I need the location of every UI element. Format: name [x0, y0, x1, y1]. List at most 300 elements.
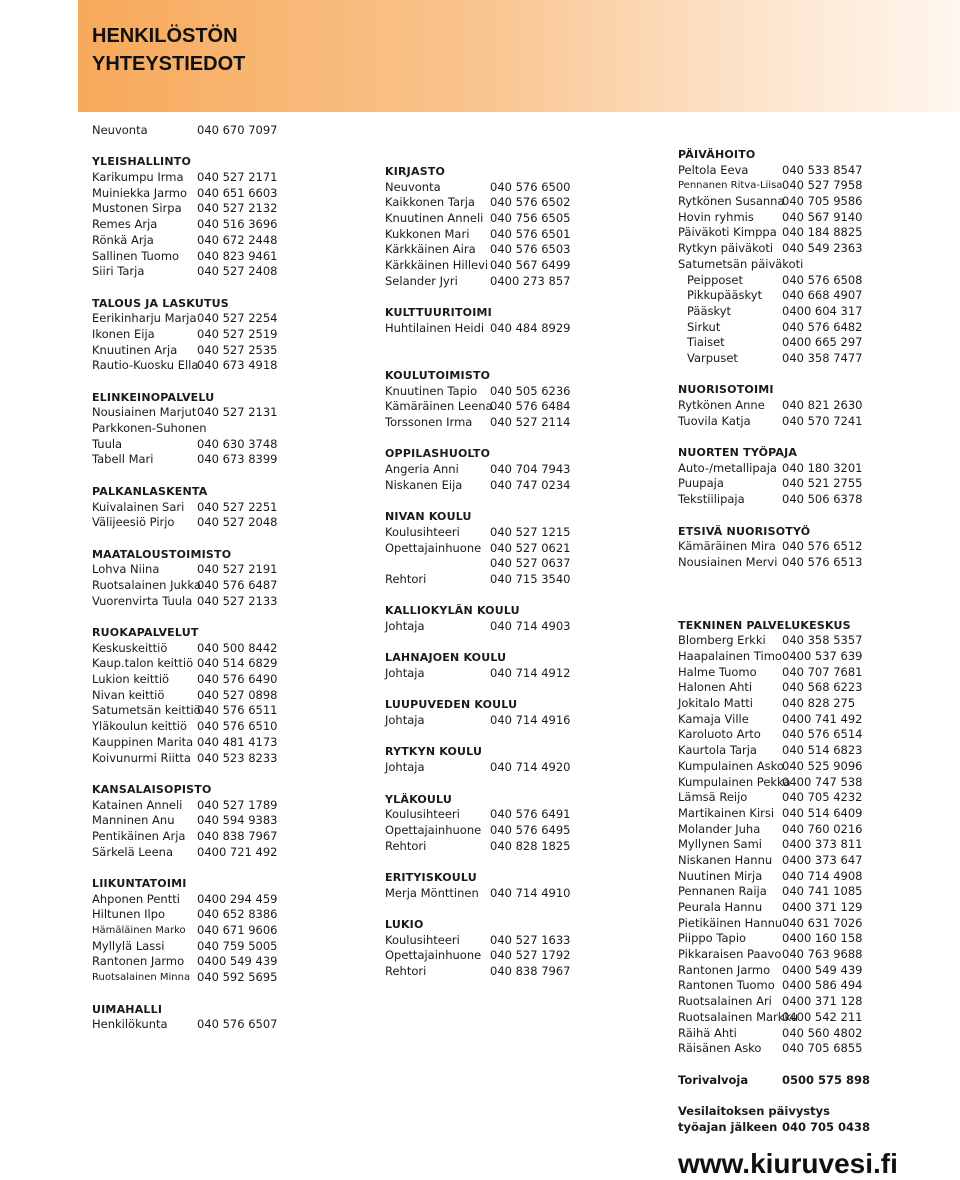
- contact-name: Peurala Hannu: [678, 900, 763, 914]
- contact-phone: 040 821 2630: [782, 398, 863, 412]
- contact-phone: 040 707 7681: [782, 664, 863, 679]
- contact-phone: 0400 160 158: [782, 931, 863, 946]
- title-line-2: YHTEYSTIEDOT: [92, 53, 246, 75]
- contact-row: [678, 775, 908, 791]
- section-heading: NUORTEN TYÖPAJA: [678, 446, 798, 460]
- directory-column-right: [678, 147, 908, 1135]
- contact-name: Huhtilainen Heidi: [385, 320, 485, 335]
- contact-name: Karikumpu Irma: [92, 170, 184, 185]
- contact-phone: 040 527 0898: [197, 687, 278, 702]
- contact-name: Satumetsän keittiö: [92, 703, 201, 718]
- contact-phone: 0400 665 297: [782, 335, 863, 350]
- contact-row: [385, 760, 625, 776]
- contact-name: Särkelä Leena: [92, 844, 173, 859]
- contact-name: Knuutinen Arja: [92, 342, 178, 357]
- contact-name: Vuorenvirta Tuula: [92, 593, 193, 608]
- contact-phone: 040 705 4232: [782, 790, 863, 805]
- contact-phone: 040 576 6495: [490, 822, 571, 837]
- contact-name: Kärkkäinen Hillevi: [385, 258, 489, 273]
- contact-row: [385, 478, 625, 494]
- contact-name: Nousiainen Mervi: [678, 554, 778, 569]
- contact-phone: 040 592 5695: [197, 970, 278, 985]
- contact-row: [678, 822, 908, 838]
- contact-name: Torivalvoja: [678, 1072, 749, 1087]
- contact-phone: 040 594 9383: [197, 813, 278, 828]
- contact-phone: 040 514 6823: [782, 743, 863, 758]
- contact-row: [678, 806, 908, 822]
- contact-name: Satumetsän päiväkoti: [678, 256, 804, 271]
- title-line-1: HENKILÖSTÖN: [92, 25, 238, 47]
- contact-row: [385, 713, 625, 729]
- contact-name: Myllynen Sami: [678, 837, 762, 852]
- contact-name: Remes Arja: [92, 217, 158, 232]
- contact-row: [92, 233, 342, 249]
- section-heading: ETSIVÄ NUORISOTYÖ: [678, 524, 811, 538]
- contact-row: [385, 211, 625, 227]
- contact-name: Knuutinen Anneli: [385, 211, 484, 226]
- section-gap: [385, 290, 625, 306]
- contact-phone: 040 760 0216: [782, 821, 863, 836]
- contact-name: Kumpulainen Asko: [678, 758, 784, 773]
- contact-phone: 040 741 1085: [782, 884, 863, 899]
- contact-phone: 040 527 2254: [197, 311, 278, 326]
- contact-name: Muiniekka Jarmo: [92, 185, 187, 200]
- contact-row: [92, 358, 342, 374]
- contact-row: [385, 274, 625, 290]
- contact-phone: 040 567 9140: [782, 209, 863, 224]
- section-gap: [385, 352, 625, 368]
- contact-phone: 040 576 6500: [490, 179, 571, 194]
- contact-name: Henkilökunta: [92, 1017, 168, 1032]
- contact-phone: 0400 371 129: [782, 900, 863, 914]
- contact-name: Johtaja: [385, 713, 425, 728]
- contact-name: Tuula: [92, 436, 123, 451]
- section-gap: [385, 854, 625, 870]
- contact-phone: 0400 294 459: [197, 891, 278, 906]
- contact-phone: 0400 273 857: [490, 273, 571, 288]
- contact-row: [92, 907, 342, 923]
- contact-phone: 040 527 2408: [197, 264, 278, 279]
- contact-name: Siiri Tarja: [92, 264, 145, 279]
- contact-phone: 040 714 4903: [490, 618, 571, 633]
- contact-phone: 040 668 4907: [782, 288, 863, 303]
- contact-row: [385, 321, 625, 337]
- section-heading: YLÄKOULU: [385, 792, 452, 806]
- section-gap: [92, 766, 342, 782]
- contact-row: [385, 666, 625, 682]
- contact-name: Koulusihteeri: [385, 524, 460, 539]
- section-gap: [385, 635, 625, 651]
- contact-phone: 040 484 8929: [490, 320, 571, 335]
- contact-phone: 040 576 6514: [782, 727, 863, 742]
- section-gap: [385, 776, 625, 792]
- contact-row: [678, 225, 908, 241]
- contact-name: Rantonen Jarmo: [678, 962, 771, 977]
- contact-name: Lämsä Reijo: [678, 790, 748, 805]
- contact-name: Johtaja: [385, 618, 425, 633]
- contact-row: [678, 194, 908, 210]
- contact-row: [92, 217, 342, 233]
- section-gap: [92, 280, 342, 296]
- contact-name: Katainen Anneli: [92, 797, 183, 812]
- contact-row: [92, 515, 342, 531]
- contact-phone: 040 747 0234: [490, 477, 571, 492]
- page-title: [92, 22, 245, 78]
- contact-name: Ruotsalainen Minna: [92, 972, 191, 984]
- contact-name: Kauppinen Marita: [92, 734, 194, 749]
- section-gap: [385, 337, 625, 353]
- section-gap: [678, 508, 908, 524]
- contact-name: Pennanen Raija: [678, 884, 767, 899]
- contact-name: Rehtori: [385, 571, 427, 586]
- contact-row: [92, 343, 342, 359]
- contact-phone: 040 527 0621: [490, 540, 571, 555]
- contact-row: [678, 994, 908, 1010]
- contact-name: Manninen Anu: [92, 813, 175, 828]
- contact-row: [92, 578, 342, 594]
- contact-row: [92, 264, 342, 280]
- contact-name: Halonen Ahti: [678, 680, 753, 695]
- contact-name: Parkkonen-Suhonen: [92, 421, 207, 436]
- contact-name: Tiaiset: [687, 335, 725, 350]
- contact-name: Kaurtola Tarja: [678, 743, 757, 758]
- contact-phone: 0400 371 128: [782, 994, 863, 1009]
- contact-row: [92, 656, 342, 672]
- contact-phone: 040 358 7477: [782, 350, 863, 365]
- contact-phone: 040 714 4908: [782, 868, 863, 883]
- contact-row: [678, 712, 908, 728]
- contact-phone: 040 527 2251: [197, 499, 278, 514]
- contact-phone: 0400 373 811: [782, 837, 863, 852]
- contact-phone: 040 576 6507: [197, 1017, 278, 1032]
- section-heading: RUOKAPALVELUT: [92, 626, 199, 639]
- contact-name: Martikainen Kirsi: [678, 805, 775, 820]
- section-gap: [92, 609, 342, 625]
- contact-row: [385, 384, 625, 400]
- contact-phone: 0400 542 211: [782, 1009, 863, 1024]
- contact-name: Ahponen Pentti: [92, 891, 180, 906]
- section-gap: [385, 588, 625, 604]
- contact-name: Pikkupääskyt: [687, 288, 763, 303]
- contact-name: Nivan keittiö: [92, 687, 165, 702]
- contact-row: [678, 947, 908, 963]
- section-gap: [385, 493, 625, 509]
- contact-name: Sallinen Tuomo: [92, 248, 180, 263]
- contact-row: [678, 633, 908, 649]
- contact-phone: 040 823 9461: [197, 248, 278, 263]
- contact-phone: 040 527 7958: [782, 178, 863, 193]
- contact-row: [678, 759, 908, 775]
- contact-phone: 040 828 1825: [490, 838, 571, 853]
- contact-name: Koulusihteeri: [385, 807, 460, 822]
- contact-name: Päiväkoti Kimppa: [678, 225, 777, 240]
- section-heading: UIMAHALLI: [92, 1002, 163, 1016]
- section-gap: [678, 1057, 908, 1073]
- contact-name: Nuutinen Mirja: [678, 868, 763, 883]
- directory-column-left: [92, 123, 342, 1033]
- contact-phone: 040 527 2048: [197, 515, 278, 530]
- contact-name: Peltola Eeva: [678, 162, 749, 177]
- contact-name: Kämäräinen Leena: [385, 399, 493, 414]
- contact-phone: 040 714 4920: [490, 760, 571, 775]
- contact-phone: 040 714 4912: [490, 666, 571, 680]
- contact-phone: 040 527 1633: [490, 932, 571, 947]
- contact-row: [385, 541, 625, 557]
- section-gap: [92, 139, 342, 155]
- contact-row: [92, 641, 342, 657]
- contact-row: [92, 311, 342, 327]
- contact-name: Neuvonta: [92, 123, 148, 137]
- contact-row: [678, 931, 908, 947]
- section-gap: [92, 468, 342, 484]
- contact-phone: 040 763 9688: [782, 947, 863, 962]
- contact-row: [678, 320, 908, 336]
- contact-phone: 040 576 6512: [782, 539, 863, 554]
- contact-row: [678, 178, 908, 194]
- contact-phone: 0400 537 639: [782, 649, 863, 663]
- contact-row: [385, 195, 625, 211]
- contact-row: [678, 727, 908, 743]
- contact-phone: 040 525 9096: [782, 758, 863, 773]
- contact-name: Selander Jyri: [385, 273, 458, 288]
- contact-name: Rautio-Kuosku Ella: [92, 358, 199, 373]
- contact-name: Nousiainen Marjut: [92, 405, 197, 420]
- contact-name: Piippo Tapio: [678, 931, 747, 946]
- contact-row: [92, 703, 342, 719]
- contact-name: Karoluoto Arto: [678, 727, 761, 742]
- contact-row: [678, 649, 908, 665]
- section-heading: RYTKYN KOULU: [385, 745, 483, 759]
- contact-phone: 040 527 0637: [490, 556, 571, 571]
- contact-row: [678, 398, 908, 414]
- contact-row: [678, 163, 908, 179]
- contact-name: Välijeesiö Pirjo: [92, 515, 175, 530]
- contact-phone: 040 630 3748: [197, 436, 278, 451]
- contact-name: Kaup.talon keittiö: [92, 656, 194, 671]
- contact-name: Pennanen Ritva-Liisa: [678, 180, 783, 192]
- contact-row: [92, 688, 342, 704]
- contact-row: [678, 665, 908, 681]
- contact-name: Rytkyn päiväkoti: [678, 241, 774, 256]
- section-gap: [92, 986, 342, 1002]
- contact-row: [92, 201, 342, 217]
- contact-phone: 040 568 6223: [782, 680, 863, 695]
- contact-row: [678, 869, 908, 885]
- contact-phone: 040 576 6510: [197, 719, 278, 734]
- contact-phone: 040 576 6501: [490, 226, 571, 241]
- section-heading: LUKIO: [385, 918, 424, 931]
- contact-row: [92, 562, 342, 578]
- contact-name: Ruotsalainen Ari: [678, 994, 772, 1009]
- contact-phone: 040 670 7097: [197, 123, 278, 137]
- contact-name: Rytkönen Anne: [678, 398, 765, 412]
- contact-row: [92, 594, 342, 610]
- contact-name: Lohva Niina: [92, 562, 160, 577]
- contact-name: Varpuset: [687, 350, 738, 365]
- contact-phone: 040 576 6482: [782, 319, 863, 334]
- contact-phone: 040 714 4916: [490, 713, 571, 728]
- contact-name: Rehtori: [385, 838, 427, 853]
- contact-phone: 040 756 6505: [490, 211, 571, 226]
- contact-row: [385, 823, 625, 839]
- section-gap: [678, 429, 908, 445]
- contact-row: [678, 978, 908, 994]
- contact-name: Opettajainhuone: [385, 540, 482, 555]
- section-gap: [678, 367, 908, 383]
- contact-name: Pikkaraisen Paavo: [678, 947, 782, 962]
- contact-name: Hämäläinen Marko: [92, 925, 186, 937]
- contact-row: [92, 798, 342, 814]
- contact-phone: 040 527 1792: [490, 948, 571, 963]
- contact-phone: 040 651 6603: [197, 185, 278, 200]
- contact-row: [678, 1073, 908, 1089]
- contact-row: [678, 555, 908, 571]
- contact-row: [385, 933, 625, 949]
- contact-row: [678, 853, 908, 869]
- contact-phone: 040 652 8386: [197, 907, 278, 922]
- contact-phone: 0500 575 898: [782, 1072, 871, 1087]
- contact-row: [385, 415, 625, 431]
- contact-name: Peipposet: [687, 272, 744, 287]
- contact-row: [678, 696, 908, 712]
- contact-name: Koulusihteeri: [385, 932, 460, 947]
- contact-row: [678, 492, 908, 508]
- contact-name: Räihä Ahti: [678, 1025, 737, 1040]
- contact-phone: 0400 549 439: [197, 954, 278, 969]
- contact-phone: 040 527 2535: [197, 342, 278, 357]
- contact-row: [385, 572, 625, 588]
- contact-row: [678, 680, 908, 696]
- contact-row: [385, 242, 625, 258]
- contact-row: [92, 813, 342, 829]
- contact-row: [385, 619, 625, 635]
- section-heading: PALKANLASKENTA: [92, 484, 208, 498]
- contact-phone: 040 527 1789: [197, 797, 278, 812]
- contact-row: [385, 399, 625, 415]
- contact-phone: 040 671 9606: [197, 923, 278, 938]
- contact-name: Blomberg Erkki: [678, 633, 766, 648]
- contact-phone: 040 505 6236: [490, 383, 571, 398]
- contact-name: Kamaja Ville: [678, 711, 749, 726]
- contact-name: Vesilaitoksen päivystys: [678, 1103, 830, 1118]
- section-gap: [92, 531, 342, 547]
- contact-name: Sirkut: [687, 319, 721, 334]
- contact-phone: 040 705 9586: [782, 194, 863, 209]
- contact-name: Niskanen Eija: [385, 477, 463, 492]
- contact-phone: 0400 373 647: [782, 852, 863, 867]
- contact-row: [92, 170, 342, 186]
- contact-row: [678, 304, 908, 320]
- contact-phone: 040 527 1215: [490, 524, 571, 539]
- contact-phone: 040 527 2191: [197, 562, 278, 577]
- contact-row: [92, 186, 342, 202]
- contact-row: [678, 351, 908, 367]
- contact-phone: 040 673 8399: [197, 452, 278, 467]
- contact-row: [678, 1026, 908, 1042]
- contact-phone: 040 672 2448: [197, 232, 278, 247]
- contact-row: [678, 1041, 908, 1057]
- contact-row: [92, 845, 342, 861]
- contact-phone: 040 576 6502: [490, 195, 571, 210]
- directory-column-middle: [385, 164, 625, 980]
- contact-row: [678, 916, 908, 932]
- contact-name: Rantonen Jarmo: [92, 954, 185, 969]
- contact-row: [385, 556, 625, 572]
- contact-phone: 0400 586 494: [782, 978, 863, 993]
- section-heading: ELINKEINOPALVELU: [92, 390, 215, 404]
- contact-name: Puupaja: [678, 476, 724, 491]
- contact-name: Koivunurmi Riitta: [92, 750, 191, 765]
- contact-phone: 0400 549 439: [782, 962, 863, 977]
- contact-name: Auto-/metallipaja: [678, 460, 777, 475]
- contact-name: Ruotsalainen Markku: [678, 1009, 799, 1024]
- contact-name: Jokitalo Matti: [678, 696, 753, 711]
- website-url: www.kiuruvesi.fi: [678, 1148, 898, 1179]
- contact-row: [678, 461, 908, 477]
- contact-name: Tekstiilipaja: [678, 492, 745, 507]
- contact-row: [678, 539, 908, 555]
- contact-phone: 040 514 6409: [782, 805, 863, 820]
- contact-name: Kaikkonen Tarja: [385, 195, 475, 210]
- contact-name: Torssonen Irma: [385, 415, 473, 429]
- contact-phone: 0400 747 538: [782, 774, 863, 789]
- section-heading: LIIKUNTATOIMI: [92, 877, 187, 890]
- contact-row: [385, 886, 625, 902]
- contact-phone: 040 506 6378: [782, 492, 863, 507]
- contact-phone: 040 715 3540: [490, 571, 571, 586]
- contact-name: Kumpulainen Pekka: [678, 774, 791, 789]
- contact-phone: 040 560 4802: [782, 1025, 863, 1040]
- contact-row: [385, 948, 625, 964]
- contact-row: [385, 180, 625, 196]
- contact-row: [678, 288, 908, 304]
- contact-row: [92, 327, 342, 343]
- contact-name: Räisänen Asko: [678, 1041, 762, 1056]
- contact-name: Opettajainhuone: [385, 948, 482, 963]
- section-gap: [385, 682, 625, 698]
- contact-row: [92, 970, 342, 986]
- contact-name: Tuovila Katja: [678, 413, 751, 428]
- contact-row: [678, 900, 908, 916]
- section-heading: ERITYISKOULU: [385, 870, 477, 884]
- contact-phone: 040 184 8825: [782, 225, 863, 240]
- contact-phone: 040 523 8233: [197, 750, 278, 765]
- contact-phone: 040 576 6487: [197, 577, 278, 592]
- contact-row: [92, 1017, 342, 1033]
- contact-name: Rehtori: [385, 964, 427, 979]
- contact-name: Kuivalainen Sari: [92, 499, 185, 514]
- contact-row: [678, 335, 908, 351]
- contact-name: Pentikäinen Arja: [92, 828, 186, 843]
- contact-row: [678, 837, 908, 853]
- contact-row: [678, 210, 908, 226]
- section-heading: KALLIOKYLÄN KOULU: [385, 604, 520, 618]
- contact-name: työajan jälkeen: [678, 1119, 778, 1134]
- contact-name: Haapalainen Timo: [678, 649, 782, 663]
- contact-row: [92, 829, 342, 845]
- contact-row: [92, 123, 342, 139]
- contact-phone: 0400 741 492: [782, 711, 863, 726]
- section-heading: MAATALOUSTOIMISTO: [92, 547, 232, 561]
- contact-row: [92, 735, 342, 751]
- section-heading: TEKNINEN PALVELUKESKUS: [678, 618, 851, 632]
- contact-row: [385, 839, 625, 855]
- contact-phone: 040 759 5005: [197, 938, 278, 953]
- contact-phone: 040 631 7026: [782, 915, 863, 930]
- contact-name: Neuvonta: [385, 179, 441, 194]
- contact-row: [678, 884, 908, 900]
- contact-row: [385, 227, 625, 243]
